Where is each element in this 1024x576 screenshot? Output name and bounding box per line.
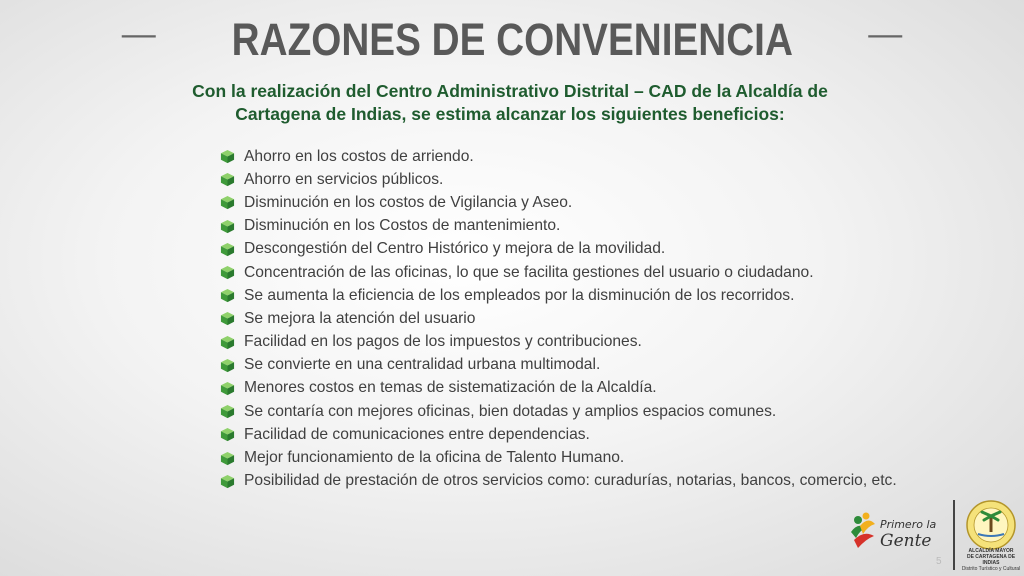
benefit-item xyxy=(220,354,897,377)
green-cube-icon xyxy=(220,427,235,442)
subtitle-line-1: Con la realización del Centro Administrativo Distrital – CAD de la Alcaldía de xyxy=(192,81,828,101)
benefit-item xyxy=(220,377,897,400)
benefit-item xyxy=(220,284,897,307)
benefit-text: Ahorro en servicios públicos. xyxy=(244,170,444,188)
green-cube-icon xyxy=(220,335,235,350)
benefit-text: Facilidad de comunicaciones entre dependencias. xyxy=(244,425,590,443)
benefit-text: Facilidad en los pagos de los impuestos y contribuciones. xyxy=(244,333,642,351)
benefit-text: Menores costos en temas de sistematización de la Alcaldía. xyxy=(244,379,657,397)
logo-text-1: Primero la xyxy=(880,518,937,531)
seal-caption-line-3: Distrito Turístico y Cultural xyxy=(961,566,1021,572)
benefit-item xyxy=(220,331,897,354)
benefit-text: Descongestión del Centro Histórico y mejora de la movilidad. xyxy=(244,240,666,258)
subtitle-line-2: Cartagena de Indias, se estima alcanzar los siguientes beneficios: xyxy=(235,104,785,124)
benefit-text: Se mejora la atención del usuario xyxy=(244,309,476,327)
people-icon xyxy=(851,513,875,549)
benefit-text: Mejor funcionamiento de la oficina de Talento Humano. xyxy=(244,449,625,467)
benefit-text: Se convierte en una centralidad urbana multimodal. xyxy=(244,356,601,374)
page-number: 5 xyxy=(936,556,942,567)
benefit-item xyxy=(220,168,897,191)
seal-caption xyxy=(958,548,1024,572)
green-cube-icon xyxy=(220,195,235,210)
seal-caption-line-1: ALCALDÍA MAYOR xyxy=(968,548,1014,554)
benefit-text: Se contaría con mejores oficinas, bien dotadas y amplios espacios comunes. xyxy=(244,402,777,420)
green-cube-icon xyxy=(220,311,235,326)
footer-divider xyxy=(953,500,955,570)
title-dash-left: — xyxy=(121,15,156,53)
benefits-list xyxy=(220,145,897,493)
green-cube-icon xyxy=(220,172,235,187)
title-dash-right: — xyxy=(868,15,903,53)
green-cube-icon xyxy=(220,149,235,164)
primero-la-gente-logo xyxy=(848,506,938,556)
green-cube-icon xyxy=(220,219,235,234)
alcaldia-seal-icon xyxy=(966,500,1016,550)
benefit-item xyxy=(220,446,897,469)
benefit-text: Posibilidad de prestación de otros servicios como: curadurías, notarias, bancos, comercio, etc. xyxy=(244,472,897,490)
slide-title: RAZONES DE CONVENIENCIA xyxy=(231,14,793,65)
benefit-text: Disminución en los costos de Vigilancia y Aseo. xyxy=(244,193,573,211)
title-row xyxy=(0,14,1024,66)
benefit-text: Concentración de las oficinas, lo que se facilita gestiones del usuario o ciudadano. xyxy=(244,263,814,281)
green-cube-icon xyxy=(220,265,235,280)
benefit-item xyxy=(220,423,897,446)
benefit-text: Ahorro en los costos de arriendo. xyxy=(244,147,474,165)
green-cube-icon xyxy=(220,358,235,373)
benefit-item xyxy=(220,470,897,493)
green-cube-icon xyxy=(220,381,235,396)
benefit-item xyxy=(220,400,897,423)
seal-caption-line-2: DE CARTAGENA DE INDIAS xyxy=(966,554,1016,566)
logo-text-2: Gente xyxy=(880,531,932,551)
slide-subtitle xyxy=(160,80,860,126)
benefit-text: Se aumenta la eficiencia de los empleados por la disminución de los recorridos. xyxy=(244,286,795,304)
benefit-item xyxy=(220,191,897,214)
benefit-item xyxy=(220,215,897,238)
green-cube-icon xyxy=(220,242,235,257)
benefit-item xyxy=(220,261,897,284)
benefit-item xyxy=(220,145,897,168)
green-cube-icon xyxy=(220,451,235,466)
benefit-item xyxy=(220,307,897,330)
benefit-item xyxy=(220,238,897,261)
green-cube-icon xyxy=(220,404,235,419)
green-cube-icon xyxy=(220,288,235,303)
benefit-text: Disminución en los Costos de mantenimiento. xyxy=(244,217,561,235)
green-cube-icon xyxy=(220,474,235,489)
